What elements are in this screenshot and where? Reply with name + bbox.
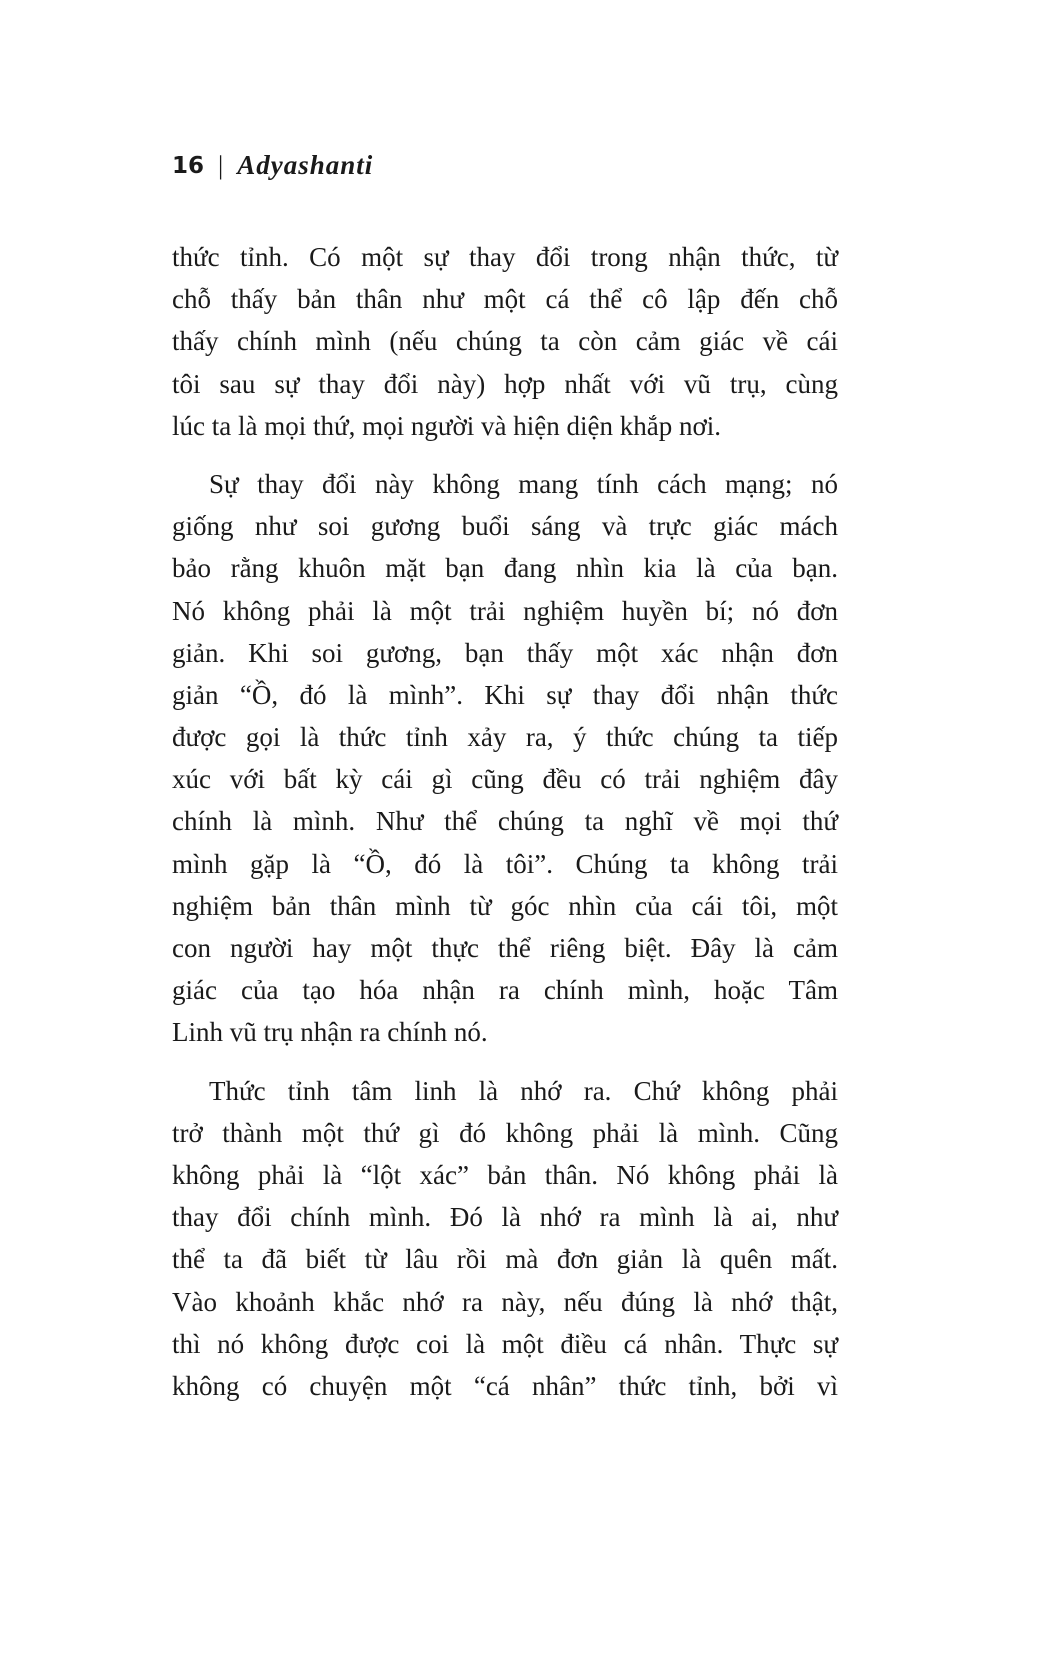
text-line: giống như soi gương buổi sáng và trực giác mách [172, 511, 838, 542]
page-number: 16 [172, 152, 205, 179]
text-line: mình gặp là “Ồ, đó là tôi”. Chúng ta không trải [172, 848, 838, 879]
paragraph [172, 236, 838, 447]
paragraph [172, 1070, 838, 1408]
text-line: chỗ thấy bản thân như một cá thể cô lập đến chỗ [172, 284, 838, 315]
text-line: thức tỉnh. Có một sự thay đổi trong nhận thức, từ [172, 242, 838, 272]
text-line: không có chuyện một “cá nhân” thức tỉnh, bởi vì [172, 1370, 838, 1401]
text-line: Nó không phải là một trải nghiệm huyền bí; nó đơn [172, 595, 838, 626]
text-line: giác của tạo hóa nhận ra chính mình, hoặc Tâm [172, 975, 838, 1006]
text-line: không phải là “lột xác” bản thân. Nó không phải là [172, 1159, 838, 1190]
text-line: giản “Ồ, đó là mình”. Khi sự thay đổi nhận thức [172, 679, 838, 710]
text-line: bảo rằng khuôn mặt bạn đang nhìn kia là của bạn. [172, 553, 838, 584]
text-line: nghiệm bản thân mình từ góc nhìn của cái tôi, một [172, 890, 838, 921]
author-name: Adyashanti [237, 150, 374, 180]
header-separator: | [218, 150, 224, 180]
text-line: trở thành một thứ gì đó không phải là mình. Cũng [172, 1117, 838, 1148]
paragraph [172, 463, 838, 1054]
text-line: thay đổi chính mình. Đó là nhớ ra mình là ai, như [172, 1202, 838, 1233]
body-text [172, 236, 838, 1423]
text-line: thì nó không được coi là một điều cá nhân. Thực sự [172, 1328, 838, 1359]
text-line: tôi sau sự thay đổi này) hợp nhất với vũ trụ, cùng [172, 368, 838, 399]
text-line: chính là mình. Như thể chúng ta nghĩ về mọi thứ [172, 806, 838, 837]
text-line: thấy chính mình (nếu chúng ta còn cảm giác về cái [172, 326, 838, 357]
text-line: lúc ta là mọi thứ, mọi người và hiện diện khắp nơi. [172, 410, 721, 441]
text-line: giản. Khi soi gương, bạn thấy một xác nhận đơn [172, 637, 838, 668]
text-line: Vào khoảnh khắc nhớ ra này, nếu đúng là nhớ thật, [172, 1286, 838, 1317]
running-header [172, 150, 373, 181]
text-line: xúc với bất kỳ cái gì cũng đều có trải nghiệm đây [172, 764, 838, 795]
text-line: Thức tỉnh tâm linh là nhớ ra. Chứ không phải [209, 1075, 838, 1106]
text-line: thể ta đã biết từ lâu rồi mà đơn giản là quên mất. [172, 1244, 838, 1275]
text-line: Linh vũ trụ nhận ra chính nó. [172, 1017, 488, 1048]
text-line: Sự thay đổi này không mang tính cách mạng; nó [209, 468, 838, 499]
text-line: con người hay một thực thể riêng biệt. Đây là cảm [172, 933, 838, 963]
text-line: được gọi là thức tỉnh xảy ra, ý thức chúng ta tiếp [172, 722, 838, 753]
